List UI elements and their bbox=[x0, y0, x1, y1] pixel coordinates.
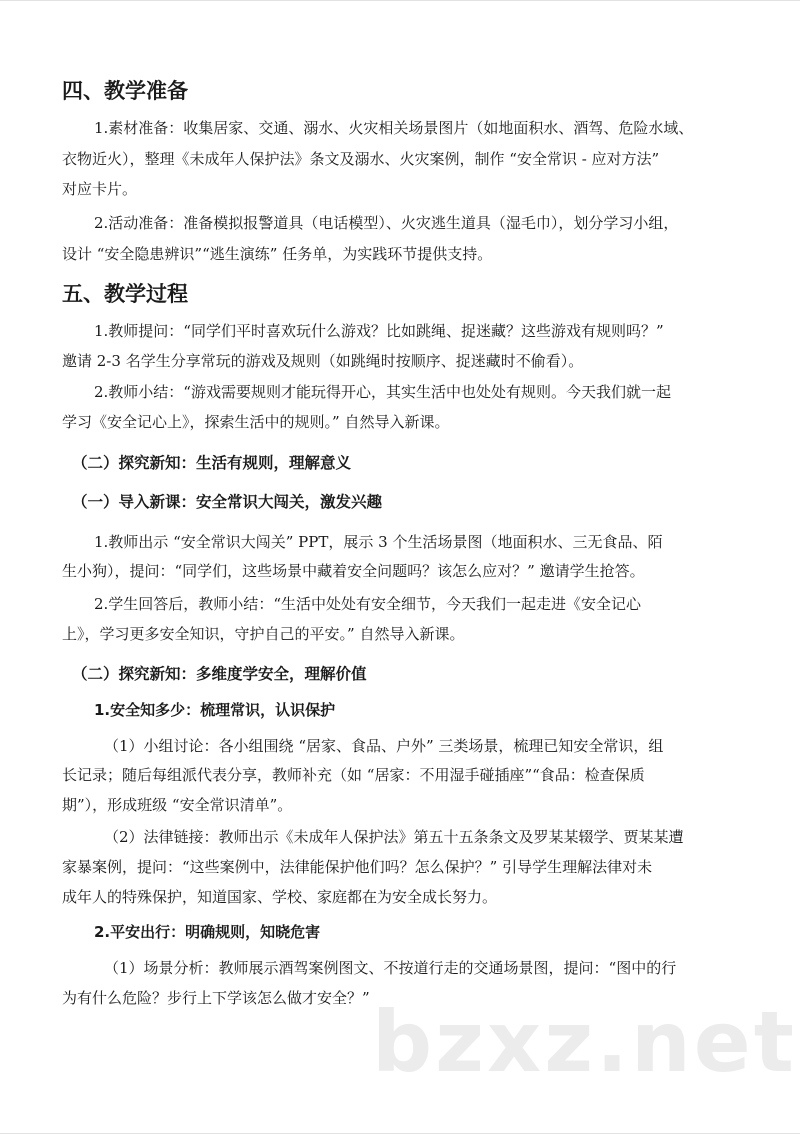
prep-line-3: 对应卡片。 bbox=[62, 180, 138, 198]
site-watermark: bzxz.net bbox=[372, 993, 797, 1091]
process-line-2: 邀请 2-3 名学生分享常玩的游戏及规则（如跳绳时按顺序、捉迷藏时不偷看）。 bbox=[62, 352, 584, 370]
intro-line-3: 2.学生回答后，教师小结：“生活中处处有安全细节，今天我们一起走进《安全记心 bbox=[94, 595, 641, 613]
process-line-3: 2.教师小结：“游戏需要规则才能玩得开心，其实生活中也处处有规则。今天我们就一起 bbox=[94, 383, 671, 401]
prep-line-4: 2.活动准备：准备模拟报警道具（电话模型）、火灾逃生道具（湿毛巾），划分学习小组， bbox=[94, 214, 679, 232]
safety-knowledge-line-4: （2）法律链接：教师出示《未成年人保护法》第五十五条条文及罗某某辍学、贾某某遭 bbox=[104, 828, 684, 846]
safety-knowledge-line-6: 成年人的特殊保护，知道国家、学校、家庭都在为安全成长努力。 bbox=[62, 888, 498, 906]
subheading-explore-safety: （二）探究新知：多维度学安全，理解价值 bbox=[72, 665, 367, 683]
page-edge-top bbox=[0, 0, 800, 1]
safety-knowledge-line-1: （1）小组讨论：各小组围绕 “居家、食品、户外” 三类场景，梳理已知安全常识，组 bbox=[104, 737, 664, 755]
prep-line-2: 衣物近火），整理《未成年人保护法》条文及溺水、火灾案例，制作 “安全常识 - 应对方法” bbox=[62, 150, 660, 168]
subsection-title-safe-travel: 2.平安出行：明确规则，知晓危害 bbox=[94, 923, 321, 941]
process-line-4: 学习《安全记心上》，探索生活中的规则。” 自然导入新课。 bbox=[62, 413, 450, 431]
safety-knowledge-line-3: 期”），形成班级 “安全常识清单”。 bbox=[62, 796, 293, 814]
safety-knowledge-line-5: 家暴案例，提问：“这些案例中，法律能保护他们吗？怎么保护？” 引导学生理解法律对未 bbox=[62, 858, 653, 876]
safety-knowledge-line-2: 长记录；随后每组派代表分享，教师补充（如 “居家：不用湿手碰插座”“食品：检查保质 bbox=[62, 766, 645, 784]
safe-travel-line-1: （1）场景分析：教师展示酒驾案例图文、不按道行走的交通场景图，提问：“图中的行 bbox=[104, 959, 677, 977]
intro-line-1: 1.教师出示 “安全常识大闯关” PPT，展示 3 个生活场景图（地面积水、三无食品、陌 bbox=[94, 533, 663, 551]
prep-line-1: 1.素材准备：收集居家、交通、溺水、火灾相关场景图片（如地面积水、酒驾、危险水域、 bbox=[94, 119, 694, 137]
subsection-title-safety-knowledge: 1.安全知多少：梳理常识，认识保护 bbox=[94, 701, 336, 719]
subheading-intro: （一）导入新课：安全常识大闯关，激发兴趣 bbox=[72, 493, 383, 511]
subheading-explore-rules: （二）探究新知：生活有规则，理解意义 bbox=[72, 454, 352, 472]
prep-line-5: 设计 “安全隐患辨识”“逃生演练” 任务单，为实践环节提供支持。 bbox=[62, 245, 493, 263]
process-line-1: 1.教师提问：“同学们平时喜欢玩什么游戏？比如跳绳、捉迷藏？这些游戏有规则吗？” bbox=[94, 322, 664, 340]
safe-travel-line-2: 为有什么危险？步行上下学该怎么做才安全？” bbox=[62, 989, 370, 1007]
heading-teaching-prep: 四、教学准备 bbox=[62, 79, 188, 103]
intro-line-2: 生小狗），提问：“同学们，这些场景中藏着安全问题吗？该怎么应对？” 邀请学生抢答。 bbox=[62, 562, 645, 580]
heading-teaching-process: 五、教学过程 bbox=[62, 282, 188, 306]
intro-line-4: 上》，学习更多安全知识，守护自己的平安。” 自然导入新课。 bbox=[62, 625, 465, 643]
